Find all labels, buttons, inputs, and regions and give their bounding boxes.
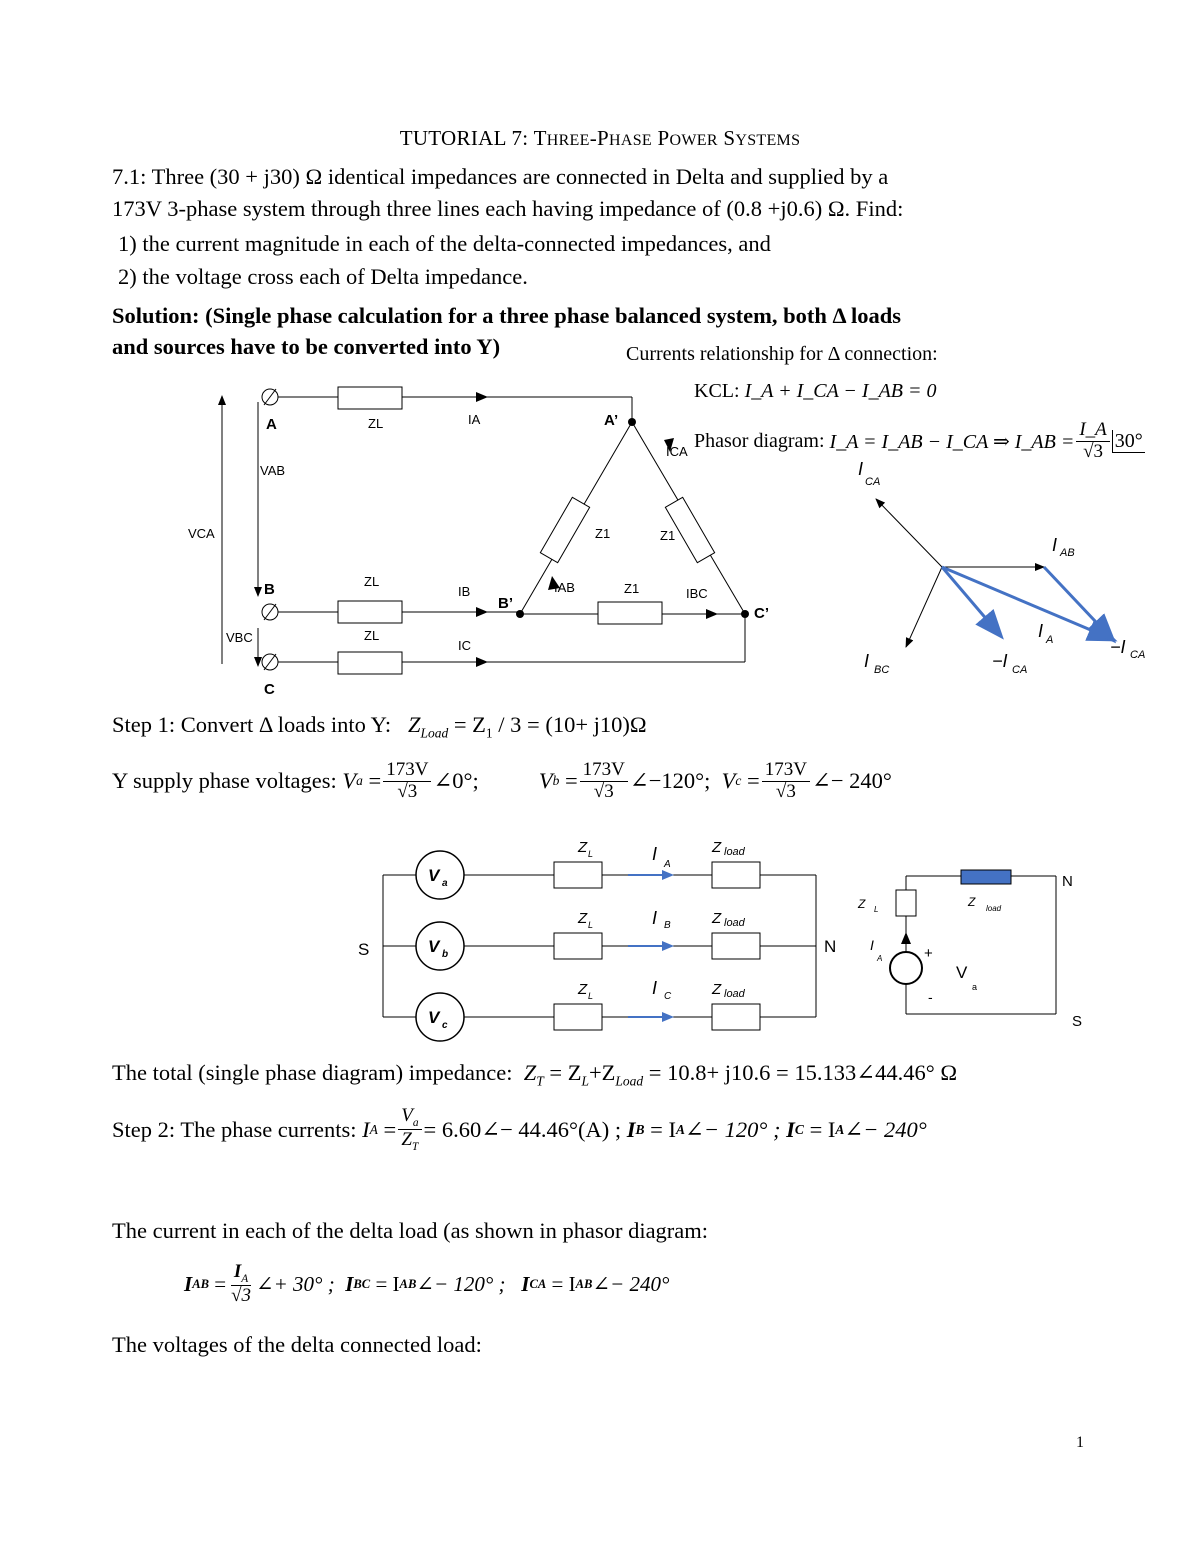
svg-text:V: V <box>428 866 440 885</box>
solution-line-1: Solution: (Single phase calculation for a three phase balanced system, both Δ loads <box>112 303 901 328</box>
solution-line-2: and sources have to be converted into Y) <box>112 334 501 359</box>
delta-current-equations: I AB = $\frac{I_A}{√3}$ ∠+ 30° ; I BC = I AB ∠− 120° ; I CA = I AB ∠− 240° <box>184 1261 670 1307</box>
phase-a-branch <box>383 851 816 899</box>
svg-text:Z: Z <box>712 910 722 927</box>
svg-text:Z: Z <box>712 981 722 998</box>
svg-text:V: V <box>428 937 440 956</box>
svg-text:ICA: ICA <box>666 444 688 459</box>
svg-text:−I: −I <box>1110 637 1126 657</box>
svg-text:L: L <box>588 849 594 859</box>
svg-text:Z: Z <box>578 910 588 927</box>
phase-c-branch <box>383 993 816 1041</box>
svg-text:IB: IB <box>458 584 471 599</box>
delta-circuit-diagram <box>180 380 790 700</box>
phasor-equation: Phasor diagram: I_A = I_AB − I_CA ⇒ I_AB = $\frac{I\_A}{√3}$ 30° <box>694 419 1143 462</box>
svg-text:B: B <box>264 581 275 598</box>
problem-line-1: 7.1: Three (30 + j30) Ω identical impedances are connected in Delta and supplied by a <box>112 164 889 189</box>
svg-text:I: I <box>864 651 870 671</box>
kcl-equation: KCL: I_A + I_CA − I_AB = 0 <box>694 380 937 402</box>
step1: Step 1: Convert Δ loads into Y: $Z_{Load} = Z_1 / 3 = (10+ j10)\Omega$ <box>112 712 647 741</box>
svg-text:C’: C’ <box>754 605 769 622</box>
svg-text:IA: IA <box>468 412 481 427</box>
svg-text:N: N <box>1062 873 1073 890</box>
step2: Step 2: The phase currents: I A = $\frac{V_a}{Z_T}$ = 6.60∠− 44.46°(A) ; I B = I A ∠− 120° ; I C = I A ∠− 240° <box>112 1105 927 1154</box>
svg-text:load: load <box>724 917 745 929</box>
svg-text:−I: −I <box>992 651 1008 671</box>
svg-text:VAB: VAB <box>260 463 286 478</box>
svg-text:a: a <box>442 878 448 889</box>
svg-text:ZL: ZL <box>364 628 380 643</box>
svg-text:Z: Z <box>712 839 722 856</box>
svg-text:I: I <box>1052 535 1058 555</box>
svg-text:+: + <box>924 945 933 962</box>
svg-text:C: C <box>664 991 672 1002</box>
svg-text:CA: CA <box>1130 649 1146 661</box>
svg-text:C: C <box>264 681 275 698</box>
svg-text:B: B <box>664 920 671 931</box>
relationship-heading: Currents relationship for Δ connection: <box>626 343 938 365</box>
svg-text:L: L <box>874 905 879 914</box>
delta-current-label: The current in each of the delta load (as shown in phasor diagram: <box>112 1218 709 1243</box>
phasor-ica-label: I <box>858 459 864 479</box>
svg-text:A: A <box>1046 634 1054 646</box>
svg-text:A’: A’ <box>604 412 619 429</box>
svg-text:Z: Z <box>968 895 976 909</box>
arrow-ia <box>476 392 488 402</box>
svg-text:Z1: Z1 <box>624 581 640 596</box>
svg-text:Z1: Z1 <box>660 528 676 543</box>
svg-text:IC: IC <box>458 638 471 653</box>
svg-text:VBC: VBC <box>226 630 253 645</box>
svg-text:load: load <box>986 904 1002 913</box>
total-impedance: The total (single phase diagram) impedance: $Z_T = Z_L+Z_{Load} = 10.8+ j10.6$ = 15.133∠44.46° Ω <box>112 1060 958 1089</box>
svg-text:c: c <box>442 1020 448 1031</box>
svg-text:L: L <box>588 920 594 930</box>
svg-text:I: I <box>1038 621 1044 641</box>
svg-text:load: load <box>724 988 745 1000</box>
problem-item-2: 2) the voltage cross each of Delta impedance. <box>118 264 528 289</box>
svg-text:Z: Z <box>858 897 866 911</box>
delta-voltages-label: The voltages of the delta connected load: <box>112 1332 482 1357</box>
svg-text:I: I <box>652 908 658 928</box>
svg-text:S: S <box>1072 1013 1083 1030</box>
single-phase-diagram <box>850 860 1100 1040</box>
svg-text:ZL: ZL <box>364 574 380 589</box>
svg-text:Z1: Z1 <box>595 526 611 541</box>
svg-text:A: A <box>877 954 883 963</box>
svg-text:-: - <box>928 989 933 1005</box>
svg-text:Z: Z <box>578 839 588 856</box>
svg-text:AB: AB <box>1060 547 1075 559</box>
node-a-label: A <box>266 416 277 433</box>
svg-text:CA: CA <box>1012 664 1028 676</box>
svg-text:VCA: VCA <box>188 526 215 541</box>
svg-text:I: I <box>652 978 658 998</box>
svg-text:L: L <box>588 991 594 1001</box>
y-circuit-diagram <box>350 830 870 1045</box>
svg-text:IAB: IAB <box>554 580 575 595</box>
svg-text:I: I <box>652 844 658 864</box>
svg-text:CA: CA <box>865 476 881 488</box>
svg-text:A: A <box>664 859 671 870</box>
svg-text:IBC: IBC <box>686 586 708 601</box>
svg-text:b: b <box>442 949 449 960</box>
svg-text:N: N <box>824 937 837 956</box>
svg-text:BC: BC <box>874 664 890 676</box>
phase-b-branch <box>383 922 816 970</box>
page-title: TUTORIAL 7: THREE-PHASE POWER SYSTEMS <box>399 126 801 150</box>
problem-line-2: 173V 3-phase system through three lines each having impedance of (0.8 +j0.6) Ω. Find: <box>112 196 904 221</box>
svg-text:load: load <box>724 846 745 858</box>
page-number: 1 <box>1076 1434 1084 1451</box>
svg-text:V: V <box>956 963 968 982</box>
svg-text:S: S <box>358 940 370 959</box>
phasor-diagram <box>850 455 1170 685</box>
svg-text:Z: Z <box>578 981 588 998</box>
svg-text:I: I <box>870 937 874 953</box>
svg-text:V: V <box>428 1008 440 1027</box>
svg-text:B’: B’ <box>498 595 513 612</box>
supply-voltages: Y supply phase voltages: V a = $\frac{173V}{√3}$ ∠0°; V b = $\frac{173V}{√3}$ ∠−120°; V c = $\frac{173V}{√3}$ ∠− 240° <box>112 759 892 802</box>
problem-item-1: 1) the current magnitude in each of the delta-connected impedances, and <box>118 231 771 256</box>
svg-text:ZL: ZL <box>368 416 384 431</box>
svg-text:a: a <box>972 982 978 992</box>
